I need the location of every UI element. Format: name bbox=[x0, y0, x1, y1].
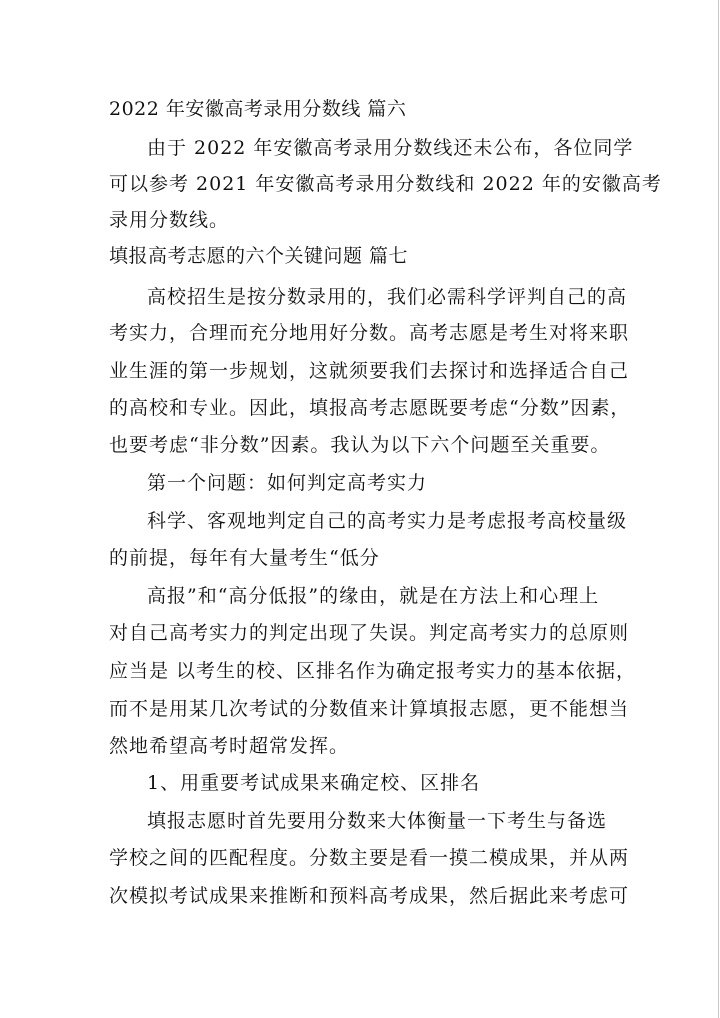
paragraph-line: 科学、客观地判定自己的高考实力是考虑报考高校量级 bbox=[147, 510, 628, 532]
paragraph-line: 业生涯的第一步规划，这就须要我们去探讨和选择适合自己 bbox=[109, 360, 630, 382]
paragraph-line: 学校之间的匹配程度。分数主要是看一摸二模成果，并从两 bbox=[109, 847, 630, 869]
paragraph-line: 考实力，合理而充分地用好分数。高考志愿是考生对将来职 bbox=[109, 322, 630, 344]
paragraph-line: 由于 2022 年安徽高考录用分数线还未公布，各位同学 bbox=[147, 137, 634, 159]
paragraph-line: 也要考虑“非分数”因素。我认为以下六个问题至关重要。 bbox=[109, 434, 611, 456]
section-heading: 填报高考志愿的六个关键问题 篇七 bbox=[109, 245, 409, 267]
paragraph-line: 填报志愿时首先要用分数来大体衡量一下考生与备选 bbox=[147, 810, 608, 832]
paragraph-line: 高校招生是按分数录用的，我们必需科学评判自己的高 bbox=[147, 286, 628, 308]
page-edge-divider bbox=[718, 0, 719, 1018]
paragraph-line: 的高校和专业。因此，填报高考志愿既要考虑“分数”因素， bbox=[109, 397, 631, 419]
paragraph-line: 录用分数线。 bbox=[109, 209, 230, 231]
paragraph-line: 而不是用某几次考试的分数值来计算填报志愿，更不能想当 bbox=[109, 698, 630, 720]
subsection-title: 第一个问题：如何判定高考实力 bbox=[147, 472, 428, 494]
paragraph-line: 应当是 以考生的校、区排名作为确定报考实力的基本依据， bbox=[109, 660, 637, 682]
paragraph-line: 可以参考 2021 年安徽高考录用分数线和 2022 年的安徽高考 bbox=[109, 173, 662, 195]
paragraph-line: 然地希望高考时超常发挥。 bbox=[109, 735, 350, 757]
section-heading: 2022 年安徽高考录用分数线 篇六 bbox=[109, 98, 407, 120]
paragraph-line: 的前提，每年有大量考生“低分 bbox=[109, 547, 380, 569]
paragraph-line: 高报”和“高分低报”的缘由，就是在方法上和心理上 bbox=[147, 585, 600, 607]
paragraph-line: 次模拟考试成果来推断和预料高考成果，然后据此来考虑可 bbox=[109, 885, 630, 907]
subsection-title: 1、用重要考试成果来确定校、区排名 bbox=[147, 772, 481, 794]
paragraph-line: 对自己高考实力的判定出现了失误。判定高考实力的总原则 bbox=[109, 622, 630, 644]
